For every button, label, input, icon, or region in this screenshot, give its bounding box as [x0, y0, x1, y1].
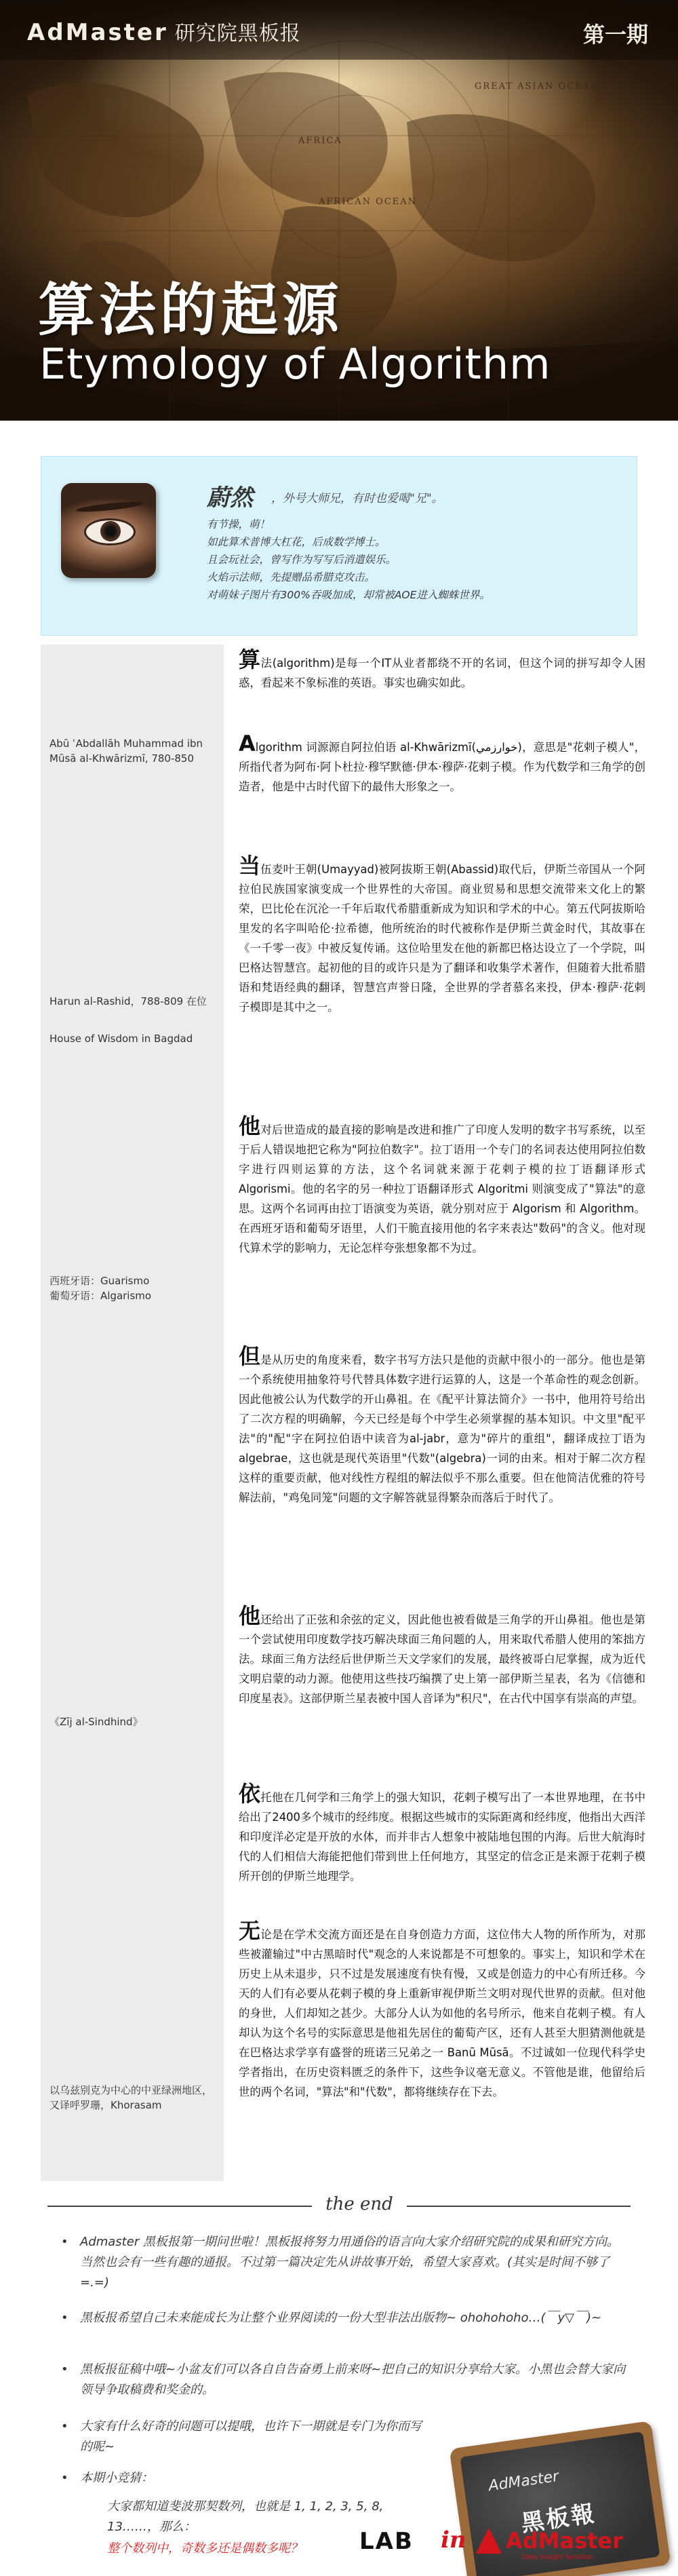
brand-subtitle: 研究院黑板报 — [174, 22, 301, 45]
drop-cap: 当 — [239, 853, 261, 879]
map-label-africa: AFRICA — [298, 136, 342, 146]
author-avatar — [61, 483, 156, 578]
paragraph-text: 论是在学术交流方面还是在自身创造力方面，这位伟大人物的所作所为，对那些被灌输过"中古黑暗时代"观念的人来说都是不可想象的。事实上，知识和学术在历史上从未退步，只不过是发展速度有快有慢，又或是创造力的中心有所迁移。今天的人们有必要从花剌子模的身上重新审视伊斯兰文明对现代世界的贡献。但对他的身世，人们却知之甚少。大部分人认为如他的名号所示，他来自花剌子模。有人却认为这个名号的实际意思是他祖先居住的葡萄产区，还有人甚至大胆猜测他就是在巴格达求学享有盛誉的班诺三兄弟之一 Banū Mūsā。不过诚如一位现代科学史学者指出，在历史资料匮乏的条件下，这些争议毫无意义。不管他是谁，他留给后世的两个名词，"算法"和"代数"，都将继续存在下去。 — [239, 1928, 645, 2098]
brand-title — [27, 16, 301, 46]
paragraph-text: 还给出了正弦和余弦的定义，因此他也被看做是三角学的开山鼻祖。他也是第一个尝试使用印度数学技巧解决球面三角问题的人，用来取代希腊人使用的笨拙方法。球面三角方法经后世伊斯兰天文学家们的发展，最终被哥白尼掌握，成为近代文明启蒙的动力源。他使用这些技巧编撰了史上第一部伊斯兰星表，名为《信德和印度星表》。这部伊斯兰星表被中国人音译为"积尺"，在古代中国享有崇高的声望。 — [239, 1613, 645, 1705]
divider-line-left — [47, 2206, 312, 2207]
chalkboard-word: 黑板報 — [519, 2499, 598, 2537]
bullet-dot-icon: • — [61, 2362, 68, 2377]
sidebar-notes-column — [41, 645, 224, 2181]
drop-cap: 他 — [239, 1113, 261, 1139]
paragraph-text: 托他在几何学和三角学上的强大知识，花剌子模写出了一本世界地理，在书中给出了2400多个城市的经纬度。根据这些城市的实际距离和经纬度，他指出大西洋和印度洋必定是开放的水体，而并非古人想象中被陆地包围的内海。后世大航海时代的人们相信大海能把他们带到世上任何地方，其坚定的信念正是来源于花剌子模所开创的伊斯兰地理学。 — [239, 1791, 645, 1883]
paragraph-text: 对后世造成的最直接的影响是改进和推广了印度人发明的数字书写系统，以至于后人错误地把它称为"阿拉伯数字"。拉丁语用一个专门的名词表达使用阿拉伯数字进行四则运算的方法，这个名词就来源于花剌子模的拉丁语翻译形式 Algorismi。他的名字的另一种拉丁语翻译形式 Algoritmi 则演变成了"算法"的意思。这两个名词再由拉丁语演变为英语，就分别对应于 Algorism 和 Algorithm。在西班牙语和葡萄牙语里，人们干脆直接用他的名字来表达"数码"的含义。他对现代算术学的影响力，无论怎样夸张想象都不为过。 — [239, 1123, 645, 1254]
footer-brand: AdMaster — [506, 2528, 623, 2554]
bullet-dot-icon: • — [61, 2471, 68, 2485]
author-bio-line: 对萌妹子图片有300%吞吸加成，却常被AOE进入蜘蛛世界。 — [207, 589, 490, 601]
footer-tagline: Data Insight Solution — [522, 2554, 593, 2561]
drop-cap: 他 — [239, 1603, 261, 1629]
bullet-dot-icon: • — [61, 2419, 68, 2434]
footer-logo — [353, 2524, 651, 2564]
sidebar-note-harun: Harun al-Rashid，788-809 在位 — [49, 995, 207, 1007]
drop-cap: 算 — [239, 647, 261, 672]
sidebar-note-khorasan: 以乌兹别克为中心的中亚绿洲地区，又译呼罗珊，Khorasam — [49, 2084, 213, 2111]
quiz-question-text: 整个数列中，奇数多还是偶数多呢？ — [107, 2541, 302, 2556]
drop-cap: 但 — [239, 1343, 261, 1369]
author-tagline: ，外号大师兄，有时也爱喝"兄"。 — [271, 492, 443, 505]
map-label-great-asian-ocean: GREAT ASIAN OCEAN — [475, 81, 600, 92]
article-paragraph — [239, 1113, 645, 1258]
brand-name: AdMaster — [27, 19, 168, 46]
closing-note-text: 本期小竞猜： — [80, 2471, 153, 2485]
bullet-dot-icon: • — [61, 2235, 68, 2249]
author-name: 蔚然 — [207, 484, 253, 512]
article-paragraph — [239, 853, 645, 1017]
paragraph-text: 伍麦叶王朝(Umayyad)被阿拔斯王朝(Abassid)取代后，伊斯兰帝国从一个阿拉伯民族国家演变成一个世界性的大帝国。商业贸易和思想交流带来文化上的繁荣，巴比伦在沉沦一千年后取代希腊重新成为知识和学术的中心。第五代阿拔斯哈里发的名字叫哈伦·拉希德，他所统治的时代被称作是伊斯兰黄金时代，其故事在《一千零一夜》中被反复传诵。这位哈里发在他的新都巴格达设立了一个学院，叫巴格达智慧宫。起初他的目的或许只是为了翻译和收集学术著作，但随着大批希腊语和梵语经典的翻译，智慧宫声誉日隆，全世界的学者慕名来投，伊本·穆萨·花剌子模即是其中之一。 — [239, 863, 645, 1014]
drop-cap: 依 — [239, 1781, 261, 1807]
footer-lab-text: LAB — [359, 2528, 414, 2555]
paragraph-text: 是从历史的角度来看，数字书写方法只是他的贡献中很小的一部分。他也是第一个系统使用抽象符号代替具体数字进行运算的人，这是一个革命性的观念创新。因此他被公认为代数学的开山鼻祖。在《配平计算法简介》一书中，他用符号给出了二次方程的明确解，今天已经是每个中学生必须掌握的基本知识。中文里"配平法"的"配"字在阿拉伯语中读音为al-jabr，意为"碎片的重组"，翻译成拉丁语为algebrae，这也就是现代英语里"代数"(algebra)一词的由来。相对于解二次方程这样的重要贡献，他对线性方程组的解法似乎不那么重要。但在他简洁优雅的符号解法前，"鸡兔同笼"问题的文字解答就显得繁杂而落后于时代了。 — [239, 1353, 645, 1504]
map-label-african-ocean: AFRICAN OCEAN — [319, 197, 418, 207]
paragraph-text: lgorithm 词源源自阿拉伯语 al-Khwārizmī(خوارزمي)，意思是"花剌子模人"，所指代者为阿布·阿卜杜拉·穆罕默德·伊本·穆萨·花剌子模。作为代数学和三角学的创造者，他是中古时代留下的最伟大形象之一。 — [239, 741, 645, 793]
header-banner — [0, 0, 678, 421]
quiz-text: 大家都知道斐波那契数列，也就是 1, 1, 2, 3, 5, 8, 13……，那么： — [107, 2499, 384, 2534]
bullet-dot-icon: • — [61, 2311, 68, 2325]
iris-shape — [100, 521, 121, 541]
drop-cap: 无 — [239, 1918, 261, 1944]
chalkboard-brand: AdMaster — [487, 2467, 560, 2495]
issue-number: 第一期 — [582, 22, 648, 47]
divider-line-right — [407, 2206, 631, 2207]
paragraph-text: 法(algorithm)是每一个IT从业者都绕不开的名词，但这个词的拼写却令人困惑，看起来不象标准的英语。事实也确实如此。 — [239, 657, 645, 689]
author-bio-line: 且会玩社会，曾写作为写写后消遣娱乐。 — [207, 554, 397, 566]
eyebrow-shape — [76, 500, 144, 514]
end-label: the end — [325, 2194, 393, 2214]
article-paragraph — [239, 1781, 645, 1886]
closing-note-text: Admaster 黑板报第一期问世啦！黑板报将努力用通俗的语言向大家介绍研究院的成果和研究方向。当然也会有一些有趣的通报。不过第一篇决定先从讲故事开始，希望大家喜欢。(其实是时间不够了 =.=) — [80, 2235, 619, 2290]
page-title-en: Etymology of Algorithm — [39, 339, 551, 389]
article-paragraph — [239, 1603, 645, 1708]
closing-note-text: 黑板报希望自己未来能成长为让整个业界阅读的一份大型非法出版物~ ohohohoho…(￣y▽￣)~ — [80, 2311, 602, 2325]
closing-note-text: 黑板报征稿中哦~小盆友们可以各自自告奋勇上前来呀~把自己的知识分享给大家。小黑也会替大家向领导争取稿费和奖金的。 — [80, 2362, 626, 2397]
article-paragraph — [239, 1343, 645, 1507]
page-title-cn: 算法的起源 — [38, 277, 344, 343]
article-paragraph — [239, 647, 645, 693]
author-bio-line: 火焰示法师，先提赠品希腊克攻击。 — [207, 571, 376, 583]
drop-cap: A — [239, 731, 256, 756]
author-bio-line: 有节操，萌！ — [207, 518, 271, 531]
sidebar-note-languages: 西班牙语：Guarismo 葡萄牙语：Algarismo — [49, 1275, 152, 1302]
sidebar-note-khwarizmi: Abū ʿAbdallāh Muhammad ibn Mūsā al-Khwārizmī, 780-850 — [49, 737, 203, 765]
article-paragraph — [239, 1918, 645, 2102]
admaster-logo-icon — [476, 2528, 502, 2554]
sidebar-note-house-of-wisdom: House of Wisdom in Bagdad — [49, 1033, 193, 1045]
author-bio-line: 如此算术普博大杠花，后成数学博士。 — [207, 536, 386, 548]
closing-note-text: 大家有什么好奇的问题可以提哦，也许下一期就是专门为你而写的呢~ — [80, 2419, 422, 2454]
author-bio — [207, 516, 620, 604]
end-divider — [47, 2194, 631, 2218]
article-paragraph — [239, 731, 645, 796]
sidebar-note-zij: 《Zīj al-Sindhind》 — [49, 1716, 143, 1728]
footer-in-text: in — [441, 2526, 466, 2554]
